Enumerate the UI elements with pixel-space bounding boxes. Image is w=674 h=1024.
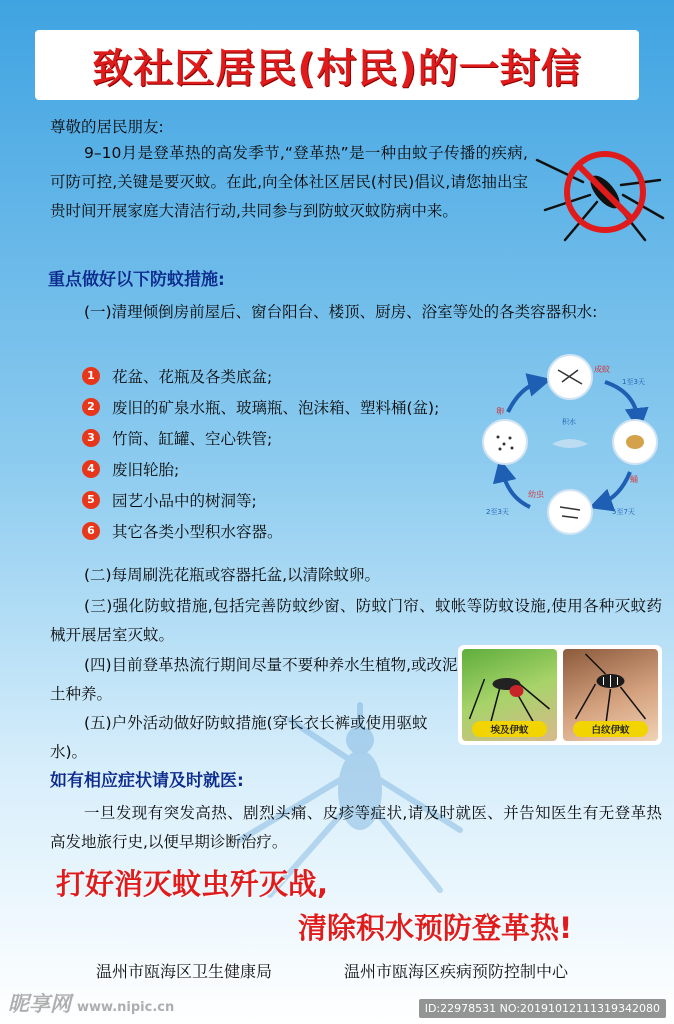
list-item-text: 花盆、花瓶及各类底盆; <box>112 367 273 386</box>
measures-heading: 重点做好以下防蚊措施: <box>48 270 225 290</box>
intro-paragraph: 9–10月是登革热的高发季节,“登革热”是一种由蚊子传播的疾病,可防可控,关键是要灭蚊。在此,向全体社区居民(村民)倡议,请您抽出宝贵时间开展家庭大清洁行动,共同参与到防蚊灭蚊防病中来。 <box>50 144 528 220</box>
mosquito-icon <box>462 649 557 729</box>
measure-2: (二)每周刷洗花瓶或容器托盆,以清除蚊卵。 <box>84 566 381 584</box>
page-title: 致社区居民(村民)的一封信 <box>92 45 582 92</box>
water-label: 积水 <box>562 418 576 426</box>
list-item <box>82 391 439 422</box>
measure-4: (四)目前登革热流行期间尽量不要种养水生植物,或改泥土种养。 <box>50 656 458 703</box>
photo-label-albopictus: 白纹伊蚊 <box>573 721 648 737</box>
slogan-line-2: 清除积水预防登革热! <box>298 911 573 945</box>
watermark-site: www.nipic.cn <box>77 1000 175 1015</box>
list-item <box>82 484 439 515</box>
list-item <box>82 422 439 453</box>
aedes-albopictus-photo <box>563 649 658 741</box>
list-item-text: 废旧的矿泉水瓶、玻璃瓶、泡沫箱、塑料桶(盆); <box>112 398 440 417</box>
larva-stage-icon <box>548 490 592 534</box>
title-banner <box>35 30 639 100</box>
list-item <box>82 453 439 484</box>
list-item-text: 园艺小品中的树洞等; <box>112 491 257 510</box>
advice-paragraph: 一旦发现有突发高热、剧烈头痛、皮疹等症状,请及时就医、并告知医生有无登革热高发地旅行史,以便早期诊断治疗。 <box>50 804 662 851</box>
list-item <box>82 360 439 391</box>
list-item-text: 废旧轮胎; <box>112 460 180 479</box>
bullet-number: 6 <box>82 522 100 540</box>
watermark-logo-text: 昵享网 <box>8 992 71 1016</box>
pupa-label: 蛹 <box>630 475 638 484</box>
mosquito-icon <box>563 649 658 729</box>
bullet-number: 2 <box>82 398 100 416</box>
larva-label: 幼虫 <box>528 490 544 499</box>
watermark-logo <box>8 988 174 1018</box>
slogan-line-1: 打好消灭蚊虫歼灭战, <box>56 867 329 901</box>
egg-stage-icon <box>483 420 527 464</box>
list-item <box>82 515 439 546</box>
bullet-number: 1 <box>82 367 100 385</box>
symptoms-heading: 如有相应症状请及时就医: <box>50 771 244 791</box>
time-label-2: 2至3天 <box>486 508 509 516</box>
mosquito-photos <box>458 645 662 745</box>
container-list <box>82 360 439 546</box>
time-label-3: 5至7天 <box>612 508 635 516</box>
footer-org-cdc: 温州市瓯海区疾病预防控制中心 <box>344 962 569 981</box>
footer-org-health-bureau: 温州市瓯海区卫生健康局 <box>96 962 273 981</box>
measure-5: (五)户外活动做好防蚊措施(穿长衣长裤或使用驱蚊水)。 <box>50 714 428 761</box>
measure-1: (一)清理倾倒房前屋后、窗台阳台、楼顶、厨房、浴室等处的各类容器积水: <box>84 303 598 321</box>
egg-label: 卵 <box>496 407 504 416</box>
measure-3: (三)强化防蚊措施,包括完善防蚊纱窗、防蚊门帘、蚊帐等防蚊设施,使用各种灭蚊药械开展居室灭蚊。 <box>50 597 662 644</box>
watermark-id: ID:22978531 NO:20191012111319342080 <box>419 999 666 1018</box>
mosquito-lifecycle-diagram <box>470 352 670 542</box>
bullet-number: 5 <box>82 491 100 509</box>
watermark-bar <box>0 984 674 1024</box>
aedes-aegypti-photo <box>462 649 557 741</box>
bullet-number: 3 <box>82 429 100 447</box>
greeting: 尊敬的居民朋友: <box>50 118 164 136</box>
no-mosquito-icon <box>535 140 665 245</box>
bullet-number: 4 <box>82 460 100 478</box>
list-item-text: 竹筒、缸罐、空心铁管; <box>112 429 273 448</box>
list-item-text: 其它各类小型积水容器。 <box>112 522 283 541</box>
adult-label: 成蚊 <box>594 365 610 374</box>
photo-label-aegypti: 埃及伊蚊 <box>472 721 547 737</box>
time-label-1: 1至3天 <box>622 378 645 386</box>
